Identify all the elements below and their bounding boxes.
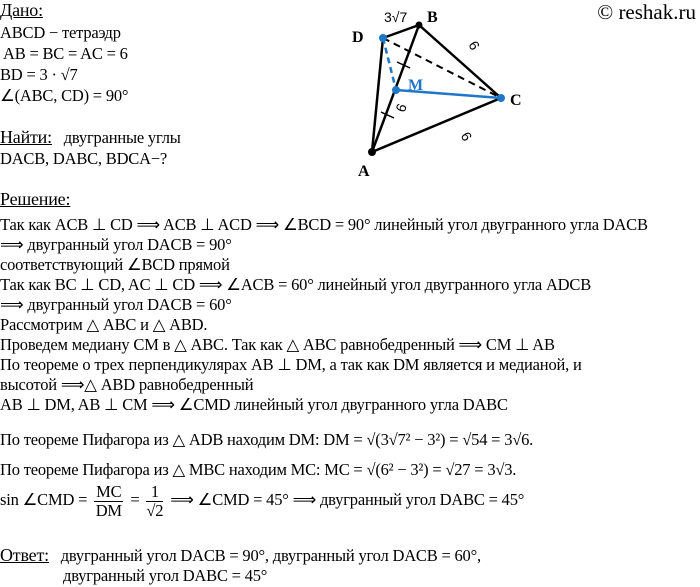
edge-label-bc: 6: [465, 38, 484, 53]
segment-dm: [383, 38, 396, 90]
solution-line: высотой ⟹△ ABD равнобедренный: [0, 375, 254, 394]
watermark: © reshak.ru: [597, 0, 696, 24]
solution-line: соответствующий ∠BCD прямой: [0, 255, 230, 274]
given-heading: Дано:: [0, 0, 43, 20]
label-b: B: [427, 9, 438, 26]
find-line: DACB, DABC, BDCA−?: [0, 149, 168, 168]
label-d: D: [352, 29, 364, 46]
fraction-numerator: MC: [96, 481, 122, 501]
answer-line: двугранный угол DACB = 90°, двугранный угол DACB = 60°,: [60, 546, 481, 565]
fraction-numerator: 1: [146, 483, 163, 502]
given-line: ABCD − тетраэдр: [0, 23, 121, 42]
sin-line: [0, 480, 524, 520]
point-m: [392, 86, 400, 94]
solution-line: Проведем медиану CM в △ ABC. Так как △ ABC равнобедренный ⟹ CM ⊥ AB: [0, 335, 555, 354]
edge-label-bd: 3√7: [384, 9, 408, 25]
solution-heading: Решение:: [0, 189, 71, 209]
solution-line: ⟹ двугранный угол DACB = 90°: [0, 235, 232, 254]
answer-line: двугранный угол DABC = 45°: [63, 566, 268, 585]
fraction-1-sqrt2: [146, 483, 163, 520]
solution-line: Так как ACB ⊥ CD ⟹ ACB ⊥ ACD ⟹ ∠BCD = 90° линейный угол двугранного угла DACB: [0, 215, 648, 234]
fraction-denominator: √2: [146, 500, 164, 520]
point-b: [416, 22, 423, 29]
label-a: A: [358, 163, 370, 180]
given-line: AB = BC = AC = 6: [3, 44, 128, 63]
answer-heading: Ответ:: [0, 545, 49, 565]
equals-sign: =: [130, 490, 140, 509]
given-line: BD = 3 · √7: [0, 65, 78, 84]
tetrahedron-figure: [0, 0, 700, 200]
solution-line: Рассмотрим △ ABC и △ ABD.: [0, 315, 208, 334]
label-c: C: [510, 92, 522, 109]
answer-block: [0, 545, 481, 566]
edge-ac: [372, 98, 501, 152]
solution-line: По теореме Пифагора из △ ADB находим DM: DM = √(3√7² − 3²) = √54 = 3√6.: [0, 430, 534, 449]
solution-line: По теореме Пифагора из △ MBC находим MC: MC = √(6² − 3²) = √27 = 3√3.: [0, 460, 517, 479]
find-text: двугранные углы: [63, 128, 181, 147]
solution-line: ⟹ двугранный угол DACB = 60°: [0, 295, 232, 314]
sin-suffix: ⟹ ∠CMD = 45° ⟹ двугранный угол DABC = 45°: [170, 490, 525, 509]
given-line: ∠(ABC, CD) = 90°: [0, 86, 129, 105]
point-d: [379, 34, 387, 42]
sin-prefix: sin ∠CMD =: [0, 490, 88, 509]
fraction-denominator: DM: [95, 500, 122, 520]
edge-label-ac: 6: [457, 129, 476, 144]
solution-line: Так как BC ⊥ CD, AC ⊥ CD ⟹ ∠ACB = 60° линейный угол двугранного угла ADCB: [0, 275, 592, 294]
solution-line: AB ⊥ DM, AB ⊥ CM ⟹ ∠CMD линейный угол двугранного угла DABC: [0, 395, 508, 414]
point-c: [497, 94, 505, 102]
edge-label-ab: 6: [392, 101, 410, 115]
point-a: [368, 148, 376, 156]
label-m: M: [408, 77, 424, 94]
fraction-mc-dm: [94, 483, 123, 520]
find-heading: Найти:: [0, 127, 52, 147]
solution-line: По теореме о трех перпендикулярах AB ⊥ DM, а так как DM является и медианой, и: [0, 355, 582, 374]
